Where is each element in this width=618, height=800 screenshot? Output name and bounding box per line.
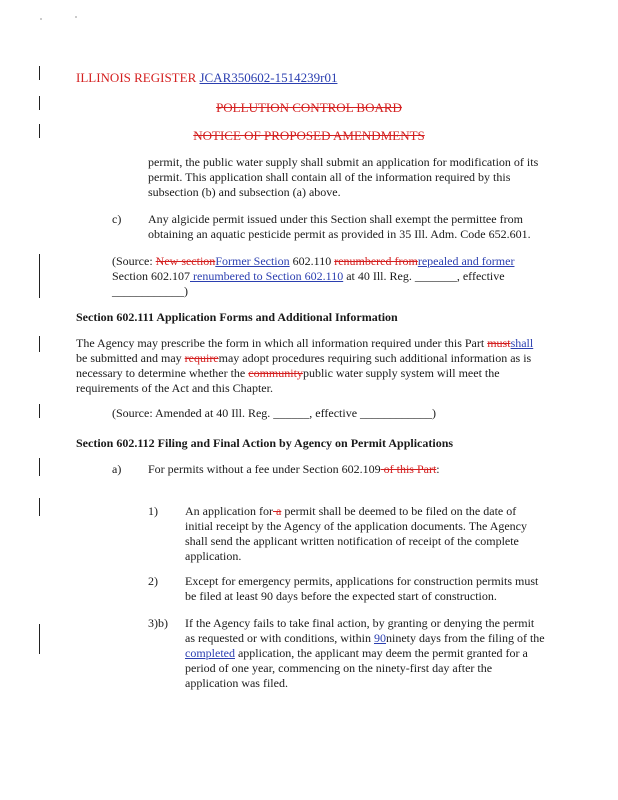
item-3b-text [185,616,545,691]
source-prefix: (Source: [112,254,156,268]
scan-speck [75,16,77,18]
text-line [185,631,545,646]
text-line: permit, the public water supply shall submit an application for modification of its [148,155,539,169]
text-line: requirements of the Act and this Chapter. [76,381,273,395]
text-span: be submitted and may [76,351,185,365]
section-111-paragraph [76,336,556,396]
text-span: at 40 Ill. Reg. _______, effective [343,269,505,283]
section-112-heading: Section 602.112 Filing and Final Action by Agency on Permit Applications [76,436,454,450]
register-header [76,70,337,85]
text-line: Except for emergency permits, applications for construction permits must [185,574,539,588]
change-bar [39,254,40,298]
inserted-text: completed [185,646,235,660]
deleted-text: community [248,366,303,380]
text-line: subsection (b) and subsection (a) above. [148,185,341,199]
register-code: JCAR350602-1514239r01 [199,70,338,85]
change-bar [39,404,40,418]
text-line: application was filed. [185,676,288,690]
text-line: shall send the applicant written notification of receipt of the complete [185,534,519,548]
text-span: For permits without a fee under Section 602.109 [148,462,381,476]
inserted-text: shall [510,336,534,350]
text-span: may adopt procedures requiring such additional information as is [218,351,532,365]
text-span: Section 602.107 [112,269,190,283]
text-line: application. [185,549,242,563]
text-span: application, the applicant may deem the permit granted for a [234,646,528,660]
text-line: period of one year, commencing on the ninety-first day after the [185,661,493,675]
change-bar [39,458,40,476]
text-line [76,351,556,366]
deleted-text: a [272,504,282,518]
item-c-label: c) [112,212,122,226]
item-2-label: 2) [148,574,158,588]
text-span: 602.110 [289,254,335,268]
text-line [185,504,527,519]
inserted-text: 90 [373,631,386,645]
text-span: permit shall be deemed to be filed on the date of [281,504,517,518]
text-span: necessary to determine whether the [76,366,249,380]
text-span: ninety days from the filing of the [385,631,545,645]
scan-speck [40,18,42,20]
text-span: : [436,462,440,476]
text-line: initial receipt by the Agency of the application documents. The Agency [185,519,528,533]
source-note-602-110 [112,254,552,299]
text-span: as requested or with conditions, within [185,631,374,645]
board-title: POLLUTION CONTROL BOARD [216,100,402,115]
text-span: The Agency may prescribe the form in which all information required under this Part [76,336,488,350]
inserted-text: Former Section [215,254,290,268]
notice-title: NOTICE OF PROPOSED AMENDMENTS [193,128,425,143]
deleted-text: of this Part [380,462,437,476]
deleted-text: renumbered from [334,254,418,268]
deleted-text: New section [155,254,216,268]
deleted-text: require [184,351,219,365]
text-line [112,254,552,269]
change-bar [39,624,40,654]
text-line: Any algicide permit issued under this Section shall exempt the permittee from [148,212,523,226]
item-3b-label: 3)b) [148,616,168,630]
text-line [76,366,556,381]
inserted-text: repealed and former [417,254,515,268]
text-span: public water supply system will meet the [302,366,500,380]
change-bar [39,336,40,352]
text-line: ____________) [112,284,188,298]
source-note-602-111: (Source: Amended at 40 Ill. Reg. ______, effective ____________) [112,406,437,420]
inserted-text: renumbered to Section 602.110 [190,269,344,283]
register-title: ILLINOIS REGISTER [76,70,197,85]
item-2-text [185,574,538,604]
section-111-heading: Section 602.111 Application Forms and Additional Information [76,310,398,324]
change-bar [39,66,40,80]
change-bar [39,498,40,516]
text-line [76,336,556,351]
text-line: be filed at least 90 days before the expected start of construction. [185,589,497,603]
deleted-text: must [487,336,511,350]
item-1-label: 1) [148,504,158,518]
text-line [112,269,552,284]
text-line: obtaining an aquatic pesticide permit as provided in 35 Ill. Adm. Code 652.601. [148,227,531,241]
item-c-text [148,212,531,242]
text-line [185,646,545,661]
item-1-text [185,504,527,564]
text-line: If the Agency fails to take final action, by granting or denying the permit [185,616,535,630]
intro-paragraph [148,155,538,200]
text-line: permit. This application shall contain all of the information required by this [148,170,511,184]
text-span: An application for [185,504,273,518]
item-a-label: a) [112,462,122,476]
item-a-text [148,462,440,477]
